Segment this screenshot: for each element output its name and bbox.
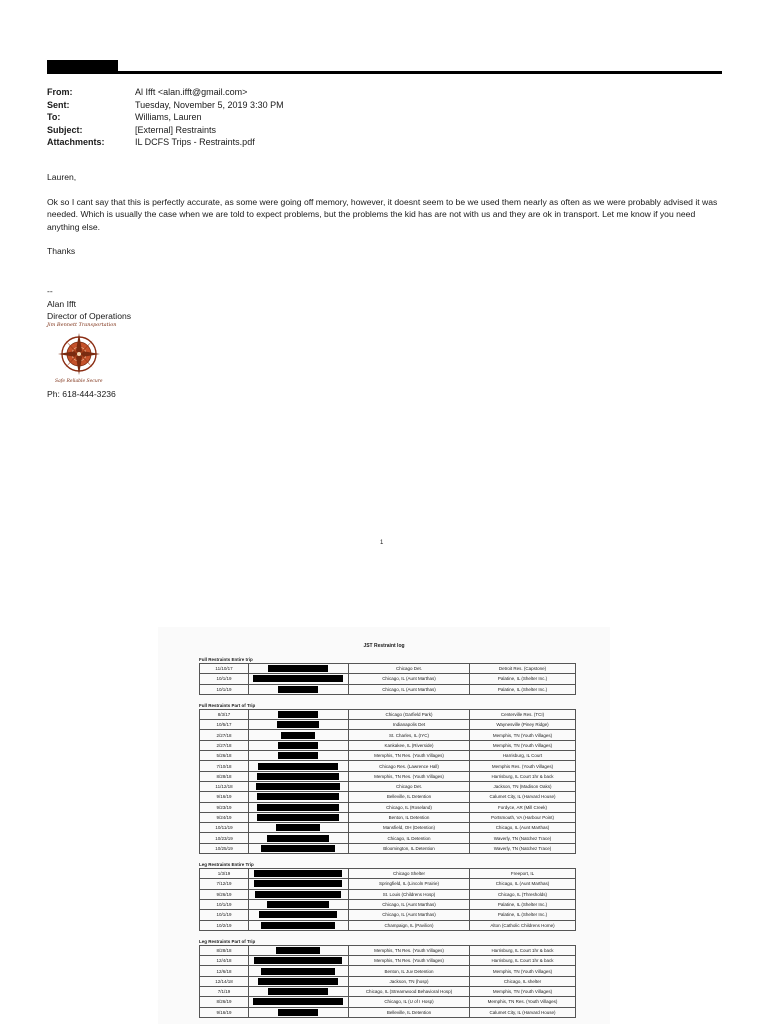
redaction-bar	[278, 711, 318, 718]
cell-name-redacted	[249, 751, 349, 761]
email-body	[47, 171, 723, 270]
cell-name-redacted	[249, 730, 349, 740]
cell-date: 8/3/17	[200, 709, 249, 719]
table-row	[200, 966, 576, 976]
cell-from: Chicago, IL (Aunt Marthas)	[349, 910, 470, 920]
redaction-bar	[268, 988, 328, 995]
cell-name-redacted	[249, 740, 349, 750]
cell-to: Memphis, TN (Youth Villages)	[470, 730, 576, 740]
table-row	[200, 833, 576, 843]
table-row	[200, 899, 576, 909]
cell-to: Palatine, IL (Shelter Inc.)	[470, 910, 576, 920]
redaction-bar	[256, 783, 340, 790]
table-row	[200, 720, 576, 730]
signature	[47, 285, 131, 323]
cell-from: Belleville, IL Detention	[349, 1007, 470, 1017]
cell-date: 10/25/19	[200, 843, 249, 853]
table-row	[200, 823, 576, 833]
cell-date: 5/26/18	[200, 751, 249, 761]
cell-to: Waverly, TN (Natchez Trace)	[470, 833, 576, 843]
table-row	[200, 889, 576, 899]
cell-name-redacted	[249, 792, 349, 802]
cell-date: 8/28/18	[200, 945, 249, 955]
cell-date: 12/6/18	[200, 966, 249, 976]
table-row	[200, 730, 576, 740]
cell-from: Chicago Det.	[349, 781, 470, 791]
attachments-label: Attachments:	[47, 137, 105, 147]
cell-from: Chicago Shelter	[349, 869, 470, 879]
redaction-bar	[254, 957, 342, 964]
cell-date: 8/28/18	[200, 771, 249, 781]
section-title: Full Restraints Entire trip	[199, 657, 253, 662]
table-row	[200, 802, 576, 812]
from-row	[47, 86, 284, 99]
from-label: From:	[47, 87, 73, 97]
cell-from: Indianapolis Det	[349, 720, 470, 730]
table-row	[200, 674, 576, 684]
subject-value: [External] Restraints	[135, 124, 217, 135]
cell-name-redacted	[249, 1007, 349, 1017]
cell-from: Memphis, TN Res. (Youth Villages)	[349, 751, 470, 761]
table-row	[200, 751, 576, 761]
cell-name-redacted	[249, 761, 349, 771]
cell-date: 11/12/18	[200, 781, 249, 791]
cell-date: 10/11/19	[200, 823, 249, 833]
to-label: To:	[47, 112, 61, 122]
cell-from: Champaign, IL (Pavilion)	[349, 920, 470, 930]
attachments-value: IL DCFS Trips - Restraints.pdf	[135, 137, 255, 147]
cell-to: Calumet City, IL (Harvard House)	[470, 792, 576, 802]
cell-name-redacted	[249, 997, 349, 1007]
cell-date: 10/2/19	[200, 920, 249, 930]
subject-row	[47, 124, 284, 137]
cell-date: 10/1/19	[200, 684, 249, 694]
redaction-bar	[278, 1009, 318, 1016]
table-row	[200, 976, 576, 986]
redaction-bar	[254, 880, 342, 887]
table-row	[200, 879, 576, 889]
cell-from: Bloomington, IL Detention	[349, 843, 470, 853]
cell-from: Chicago, IL (Streamwood Behavioral Hosp)	[349, 987, 470, 997]
cell-to: Memphis, TN (Youth Villages)	[470, 987, 576, 997]
cell-name-redacted	[249, 781, 349, 791]
table-row	[200, 997, 576, 1007]
cell-date: 7/1/19	[200, 987, 249, 997]
cell-from: St. Charles, IL (IYC)	[349, 730, 470, 740]
sig-title: Director of Operations	[47, 311, 132, 321]
cell-from: Memphis, TN Res. (Youth Villages)	[349, 771, 470, 781]
cell-name-redacted	[249, 684, 349, 694]
redaction-bar	[278, 686, 318, 693]
cell-name-redacted	[249, 956, 349, 966]
cell-to: Harrisburg, IL Court 1hr & back	[470, 945, 576, 955]
table-row	[200, 869, 576, 879]
logo-bottom-text: Safe Reliable Secure	[55, 379, 103, 384]
cell-name-redacted	[249, 674, 349, 684]
redaction-bar	[278, 752, 318, 759]
cell-from: Chicago Res. (Lawrence Hall)	[349, 761, 470, 771]
cell-date: 9/26/19	[200, 889, 249, 899]
cell-name-redacted	[249, 920, 349, 930]
log-table	[199, 945, 576, 1018]
table-row	[200, 740, 576, 750]
sig-dashes: --	[47, 286, 53, 296]
log-table	[199, 709, 576, 854]
cell-name-redacted	[249, 945, 349, 955]
cell-name-redacted	[249, 869, 349, 879]
cell-name-redacted	[249, 812, 349, 822]
redaction-bar	[261, 845, 335, 852]
cell-date: 11/10/17	[200, 664, 249, 674]
redaction-bar	[257, 793, 339, 800]
closing: Thanks	[47, 246, 76, 256]
table-row	[200, 987, 576, 997]
cell-to: Chicago, IL (Aunt Marthas)	[470, 823, 576, 833]
cell-to: Memphis, TN (Youth Villages)	[470, 966, 576, 976]
cell-name-redacted	[249, 889, 349, 899]
cell-date: 10/1/19	[200, 899, 249, 909]
to-value: Williams, Lauren	[135, 112, 202, 122]
body-paragraph: Ok so I cant say that this is perfectly accurate, as some were going off memory, however, it doesnt seem to be we used them nearly as often as we were probably advised it was needed. Which is usually the case when we are told to expect problems, but the problems the kid has are not with us and they are ok in transport. Let me know if you need anything else.	[47, 196, 718, 232]
table-row	[200, 910, 576, 920]
cell-name-redacted	[249, 910, 349, 920]
sent-label: Sent:	[47, 99, 70, 110]
cell-from: Chicago, IL (U of I Hosp)	[349, 997, 470, 1007]
table-row	[200, 945, 576, 955]
cell-to: Harrisburg, IL Court 1hr & back	[470, 956, 576, 966]
cell-to: Detroit Res. (Capstone)	[470, 664, 576, 674]
cell-date: 2/27/18	[200, 740, 249, 750]
cell-from: Belleville, IL Detention	[349, 792, 470, 802]
cell-name-redacted	[249, 823, 349, 833]
cell-to: Palatine, IL (Shelter Inc.)	[470, 674, 576, 684]
table-row	[200, 684, 576, 694]
cell-from: Kankakee, IL (Riverside)	[349, 740, 470, 750]
redaction-bar	[261, 922, 335, 929]
sent-value: Tuesday, November 5, 2019 3:30 PM	[135, 99, 284, 110]
cell-date: 7/10/18	[200, 761, 249, 771]
redaction-bar	[261, 968, 335, 975]
cell-date: 9/16/19	[200, 792, 249, 802]
table-row	[200, 843, 576, 853]
redaction-bar	[258, 763, 338, 770]
cell-to: Palatine, IL (Shelter Inc.)	[470, 899, 576, 909]
restraint-log-page	[158, 627, 610, 1024]
to-row	[47, 111, 284, 124]
redaction-bar	[276, 947, 320, 954]
cell-date: 1/3/19	[200, 869, 249, 879]
redaction-bar	[278, 742, 318, 749]
cell-date: 8/26/19	[200, 997, 249, 1007]
cell-name-redacted	[249, 899, 349, 909]
table-row	[200, 761, 576, 771]
cell-from: Chicago, IL (Aunt Marthas)	[349, 899, 470, 909]
cell-name-redacted	[249, 709, 349, 719]
redaction-bar	[255, 891, 341, 898]
cell-name-redacted	[249, 720, 349, 730]
greeting: Lauren,	[47, 172, 77, 182]
cell-from: Chicago (Garfield Park)	[349, 709, 470, 719]
sent-row	[47, 99, 284, 112]
cell-from: Jackson, TN (hosp)	[349, 976, 470, 986]
email-header	[47, 86, 284, 149]
company-logo	[47, 322, 117, 388]
cell-name-redacted	[249, 771, 349, 781]
redaction-bar	[257, 804, 339, 811]
log-table	[199, 868, 576, 931]
table-row	[200, 792, 576, 802]
cell-date: 9/16/19	[200, 1007, 249, 1017]
log-title: JST Restraint log	[363, 643, 405, 649]
section-title: Leg Restraints Part of Trip	[199, 938, 256, 944]
cell-from: St. Louis (Childrens Hosp)	[349, 889, 470, 899]
cell-from: Mansfield, OH (Detention)	[349, 823, 470, 833]
attachments-row	[47, 136, 284, 149]
cell-from: Chicago, IL (Roseland)	[349, 802, 470, 812]
cell-from: Chicago, IL (Aunt Marthas)	[349, 674, 470, 684]
cell-date: 10/23/19	[200, 833, 249, 843]
cell-to: Chicago, IL (Aunt Marthas)	[470, 879, 576, 889]
cell-date: 12/14/18	[200, 976, 249, 986]
table-row	[200, 771, 576, 781]
redaction-bar	[253, 998, 343, 1005]
cell-to: Palatine, IL (Shelter Inc.)	[470, 684, 576, 694]
table-row	[200, 920, 576, 930]
phone-number: Ph: 618-444-3236	[47, 389, 116, 399]
restraint-log	[199, 643, 569, 1024]
log-sections	[199, 656, 569, 1018]
cell-from: Chicago Det.	[349, 664, 470, 674]
cell-to: Memphis, TN (Youth Villages)	[470, 740, 576, 750]
redaction-bar	[257, 814, 339, 821]
cell-date: 12/4/18	[200, 956, 249, 966]
cell-name-redacted	[249, 833, 349, 843]
cell-date: 9/23/19	[200, 802, 249, 812]
cell-to: Portsmouth, VA (Harbour Point)	[470, 812, 576, 822]
table-row	[200, 781, 576, 791]
cell-name-redacted	[249, 843, 349, 853]
cell-date: 10/1/19	[200, 674, 249, 684]
redaction-bar	[268, 665, 328, 672]
redaction-bar	[267, 901, 329, 908]
compass-rose-icon	[55, 331, 103, 377]
redaction-bar	[258, 978, 338, 985]
cell-to: Waverly, TN (Natchez Trace)	[470, 843, 576, 853]
cell-from: Memphis, TN Res. (Youth Villages)	[349, 956, 470, 966]
cell-name-redacted	[249, 664, 349, 674]
cell-from: Chicago, IL (Aunt Marthas)	[349, 684, 470, 694]
cell-to: Calumet City, IL (Harvard House)	[470, 1007, 576, 1017]
redaction-bar	[267, 835, 329, 842]
cell-date: 10/1/19	[200, 910, 249, 920]
page-number: 1	[380, 540, 384, 546]
cell-to: Chicago, IL (Thresholds)	[470, 889, 576, 899]
cell-from: Memphis, TN Res. (Youth Villages)	[349, 945, 470, 955]
cell-to: Alton (Catholic Childrens Home)	[470, 920, 576, 930]
redaction-bar	[276, 824, 320, 831]
cell-date: 9/24/19	[200, 812, 249, 822]
cell-to: Fordyce, AR (Mill Creek)	[470, 802, 576, 812]
cell-to: Memphis Res. (Youth Villages)	[470, 761, 576, 771]
log-table	[199, 663, 576, 695]
sig-name: Alan Ifft	[47, 298, 76, 309]
redaction-bar	[259, 911, 337, 918]
table-row	[200, 709, 576, 719]
redaction-bar	[281, 732, 315, 739]
cell-to: Freeport, IL	[470, 869, 576, 879]
cell-to: Jackson, TN (Madison Oaks)	[470, 781, 576, 791]
redaction-bar	[257, 773, 339, 780]
cell-name-redacted	[249, 987, 349, 997]
table-row	[200, 664, 576, 674]
redaction-bar	[254, 870, 342, 877]
cell-name-redacted	[249, 879, 349, 889]
cell-date: 2/27/18	[200, 730, 249, 740]
redaction-bar	[277, 721, 319, 728]
section-title: Leg Restraints Entire Trip	[199, 862, 254, 868]
cell-to: Memphis, TN Res. (Youth Villages)	[470, 997, 576, 1007]
cell-from: Chicago, IL Detention	[349, 833, 470, 843]
cell-to: Chicago, IL shelter	[470, 976, 576, 986]
header-rule	[47, 71, 722, 74]
from-value: Al Ifft <alan.ifft@gmail.com>	[135, 87, 248, 97]
table-row	[200, 1007, 576, 1017]
cell-to: Harrisburg, IL Court 1hr & back	[470, 771, 576, 781]
table-row	[200, 956, 576, 966]
redaction-bar	[253, 675, 343, 682]
subject-label: Subject:	[47, 124, 83, 135]
cell-name-redacted	[249, 966, 349, 976]
table-row	[200, 812, 576, 822]
cell-from: Benton, IL Detention	[349, 812, 470, 822]
cell-from: Benton, IL Juv Detention	[349, 966, 470, 976]
cell-name-redacted	[249, 976, 349, 986]
logo-top-text: Jim Bennett Transportation	[47, 322, 117, 328]
cell-from: Springfield, IL (Lincoln Prairie)	[349, 879, 470, 889]
cell-to: Waynesville (Piney Ridge)	[470, 720, 576, 730]
cell-name-redacted	[249, 802, 349, 812]
cell-to: Harrisburg, IL Court	[470, 751, 576, 761]
cell-date: 10/5/17	[200, 720, 249, 730]
cell-to: Centerville Res. (TCI)	[470, 709, 576, 719]
section-title: Full Restraints Part of Trip	[199, 702, 256, 708]
cell-date: 7/12/19	[200, 879, 249, 889]
